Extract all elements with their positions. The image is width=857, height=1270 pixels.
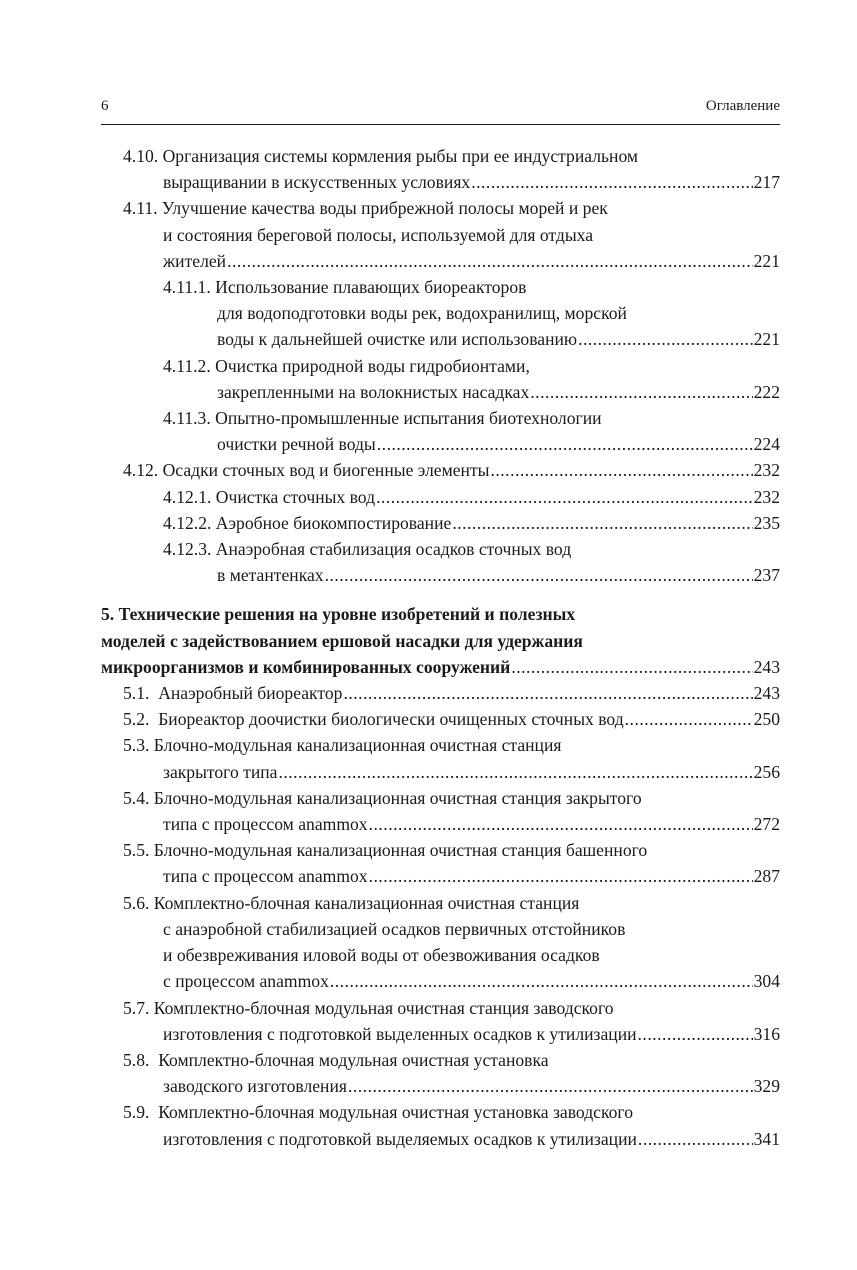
toc-page-number: 232 [753,460,780,481]
toc-entry-text: изготовления с подготовкой выделенных осадков к утилизации [163,1023,637,1044]
toc-entry-5-2[interactable] [101,706,780,732]
toc-entry-text: 4.12.2. Аэробное биокомпостирование [163,512,452,533]
toc-entry-text: с процессом anammox [163,971,329,992]
toc-entry-text: 4.12.1. Очистка сточных вод [163,486,376,507]
chapter-title-text: 5. Технические решения на уровне изобретений и полезных [101,604,576,625]
toc-entry-5-7[interactable] [101,995,780,1047]
toc-entry-text: закрытого типа [163,761,278,782]
toc-page-number: 237 [753,565,780,586]
toc-entry-text: 5.5. Блочно-модульная канализационная очистная станция башенного [123,840,648,861]
leader-dots [530,379,752,405]
toc-entry-text: 4.12.3. Анаэробная стабилизация осадков сточных вод [163,539,572,560]
toc-page-number: 250 [753,709,780,730]
toc-entry-5-5[interactable] [101,837,780,889]
toc-entry-text: 5.6. Комплектно-блочная канализационная очистная станция [123,892,580,913]
section-spacer [101,588,780,601]
toc-page-number: 222 [753,381,780,402]
toc-entry-text: типа с процессом anammox [163,866,368,887]
table-of-contents [101,143,780,1152]
toc-entry-4-12-2[interactable] [101,510,780,536]
toc-entry-text: 5.9. Комплектно-блочная модульная очистная установка заводского [123,1102,634,1123]
leader-dots [490,457,752,483]
leader-dots [625,706,753,732]
toc-entry-text: 5.2. Биореактор доочистки биологически очищенных сточных вод [123,709,624,730]
page-number: 6 [101,98,109,114]
leader-dots [348,1073,753,1099]
toc-entry-4-12-1[interactable] [101,484,780,510]
toc-entry-5-9[interactable] [101,1099,780,1151]
toc-page-number: 243 [753,656,780,677]
toc-entry-5-4[interactable] [101,785,780,837]
toc-entry-text: 4.11.3. Опытно-промышленные испытания биотехнологии [163,408,602,429]
toc-page-number: 235 [753,512,780,533]
leader-dots [638,1021,753,1047]
page-header [101,96,780,120]
leader-dots [369,863,753,889]
toc-entry-text: выращивании в искусственных условиях [163,172,471,193]
leader-dots [227,248,753,274]
toc-page-number: 341 [753,1128,780,1149]
toc-entry-text: очистки речной воды [217,434,376,455]
toc-entry-text: 4.11.1. Использование плавающих биореакторов [163,277,527,298]
leader-dots [278,759,752,785]
leader-dots [452,510,752,536]
chapter-title-text: моделей с задействованием ершовой насадки для удержания [101,630,583,651]
toc-entry-text: 5.4. Блочно-модульная канализационная очистная станция закрытого [123,787,642,808]
toc-entry-4-11-1[interactable] [101,274,780,353]
toc-entry-text: 5.8. Комплектно-блочная модульная очистная установка [123,1049,549,1070]
toc-entry-4-10[interactable] [101,143,780,195]
toc-page-number: 224 [753,434,780,455]
toc-page-number: 217 [753,172,780,193]
toc-page-number: 272 [753,814,780,835]
toc-entry-text: и обезвреживания иловой воды от обезвоживания осадков [163,945,600,966]
toc-entry-text: 5.1. Анаэробный биореактор [123,683,343,704]
toc-entry-text: закрепленными на волокнистых насадках [217,381,530,402]
leader-dots [578,326,753,352]
toc-entry-text: типа с процессом anammox [163,814,368,835]
toc-entry-text: воды к дальнейшей очистке или использованию [217,329,578,350]
toc-entry-4-11-2[interactable] [101,353,780,405]
toc-entry-text: 4.12. Осадки сточных вод и биогенные элементы [123,460,490,481]
header-rule [101,124,780,125]
leader-dots [638,1126,753,1152]
toc-page-number: 304 [753,971,780,992]
toc-entry-text: 4.11. Улучшение качества воды прибрежной полосы морей и рек [123,198,608,219]
leader-dots [369,811,753,837]
toc-chapter-5[interactable] [101,601,780,680]
toc-entry-text: 5.7. Комплектно-блочная модульная очистная станция заводского [123,997,614,1018]
toc-entry-text: 4.11.2. Очистка природной воды гидробионтами, [163,355,530,376]
leader-dots [471,169,752,195]
toc-entry-5-6[interactable] [101,890,780,995]
toc-entry-text: 4.10. Организация системы кормления рыбы при ее индустриальном [123,146,639,166]
toc-entry-4-12-3[interactable] [101,536,780,588]
leader-dots [330,968,753,994]
toc-page-number: 329 [753,1076,780,1097]
toc-entry-5-3[interactable] [101,732,780,784]
leader-dots [511,654,752,680]
toc-page-number: 256 [753,761,780,782]
toc-entry-text: и состояния береговой полосы, используемой для отдыха [163,224,594,245]
toc-entry-4-12[interactable] [101,457,780,483]
toc-entry-text: 5.3. Блочно-модульная канализационная очистная станция [123,735,562,756]
running-title: Оглавление [705,98,780,114]
toc-page-number: 221 [753,250,780,271]
toc-entry-5-1[interactable] [101,680,780,706]
toc-entry-text: изготовления с подготовкой выделяемых осадков к утилизации [163,1128,637,1149]
toc-page-number: 316 [753,1023,780,1044]
toc-entry-4-11-3[interactable] [101,405,780,457]
toc-page-number: 287 [753,866,780,887]
toc-page-number: 243 [753,683,780,704]
toc-entry-text: заводского изготовления [163,1076,347,1097]
toc-page-number: 232 [753,486,780,507]
leader-dots [377,431,753,457]
leader-dots [325,562,753,588]
toc-entry-text: в метантенках [217,565,324,586]
toc-entry-text: с анаэробной стабилизацией осадков первичных отстойников [163,918,626,939]
toc-entry-text: жителей [163,250,227,271]
leader-dots [376,484,753,510]
toc-page-number: 221 [753,329,780,350]
toc-entry-5-8[interactable] [101,1047,780,1099]
toc-entry-text: для водоподготовки воды рек, водохранилищ, морской [217,303,627,324]
toc-entry-4-11[interactable] [101,195,780,274]
leader-dots [343,680,752,706]
chapter-title-text: микроорганизмов и комбинированных сооружений [101,656,511,677]
